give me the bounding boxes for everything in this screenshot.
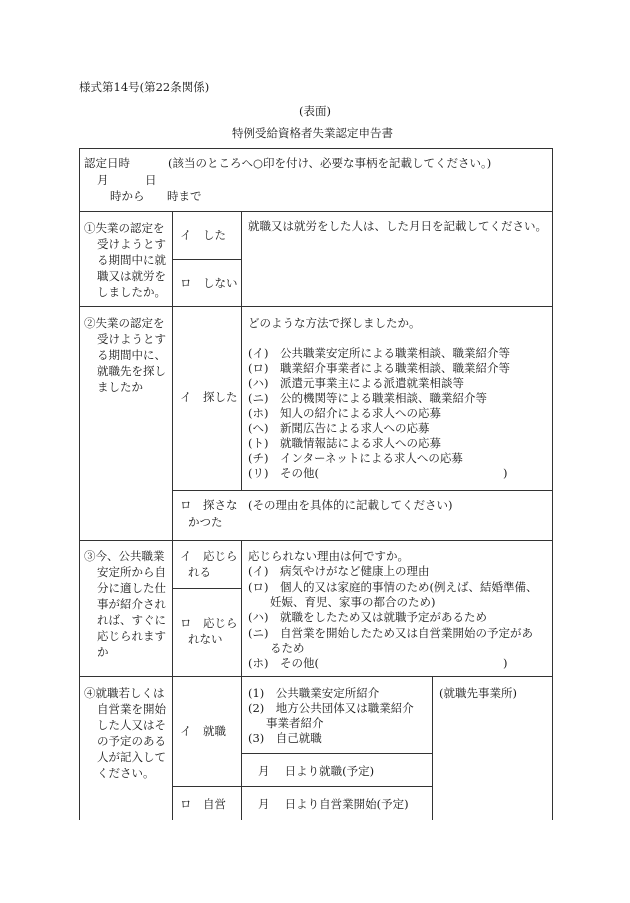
grid-line bbox=[172, 786, 432, 787]
date-label: 認定日時 bbox=[84, 156, 130, 170]
grid-line bbox=[552, 148, 553, 820]
grid-line bbox=[79, 306, 552, 307]
form-title: 特例受給資格者失業認定申告書 bbox=[232, 126, 393, 140]
grid-line bbox=[241, 540, 242, 820]
q2-option-no-line: かつた bbox=[188, 515, 223, 529]
q3-option-no-line: れない bbox=[188, 632, 223, 646]
q4-job-method-item[interactable]: (2) 地方公共団体又は職業紹介 bbox=[248, 701, 414, 715]
q3-option-yes-line: イ 応じら bbox=[180, 549, 238, 563]
grid-line bbox=[241, 211, 242, 490]
grid-line bbox=[79, 148, 80, 820]
grid-line bbox=[172, 211, 173, 820]
q3-question-line: れば、すぐに bbox=[97, 613, 166, 627]
grid-line bbox=[241, 753, 432, 754]
date-instruction: (該当のところへ○印を付け、必要な事柄を記載してください。) bbox=[168, 156, 492, 170]
q2-method-item[interactable]: (チ) インターネットによる求人への応募 bbox=[248, 451, 463, 465]
q2-method-item[interactable]: (リ) その他( ) bbox=[248, 466, 508, 480]
q4-question-line: した人又はそ bbox=[97, 718, 166, 732]
q3-question-line: 安定所から自 bbox=[97, 565, 166, 579]
q1-option-yes[interactable]: イ した bbox=[180, 228, 226, 242]
q2-method-item[interactable]: (ト) 就職情報誌による求人への応募 bbox=[248, 436, 441, 450]
q3-reason-item[interactable]: (ロ) 個人的又は家庭的事情のため(例えば、結婚準備、 bbox=[248, 580, 538, 594]
q2-question-line: 就職先を探し bbox=[97, 364, 166, 378]
q2-method-prompt: どのような方法で探しましたか。 bbox=[248, 316, 421, 330]
q4-job-method-item[interactable]: (1) 公共職業安定所紹介 bbox=[248, 686, 380, 700]
time-from: 時から bbox=[110, 189, 145, 203]
q2-question-line: ましたか bbox=[97, 380, 143, 394]
q4-job-method-item[interactable]: (3) 自己就職 bbox=[248, 731, 322, 745]
q1-note: 就職又は就労をした人は、した月日を記載してください。 bbox=[248, 219, 547, 233]
grid-line bbox=[79, 540, 552, 541]
q2-question-line: 受けようとす bbox=[97, 332, 166, 346]
q3-reason-item[interactable]: (イ) 病気やけがなど健康上の理由 bbox=[248, 564, 430, 578]
q1-question-line: ①失業の認定を bbox=[84, 221, 165, 235]
form-id: 様式第14号(第22条関係) bbox=[79, 80, 210, 94]
q2-method-item[interactable]: (ロ) 職業紹介事業者による職業相談、職業紹介等 bbox=[248, 361, 510, 375]
q3-question-line: か bbox=[97, 645, 109, 659]
q3-reason-item[interactable]: (ホ) その他( ) bbox=[248, 656, 508, 670]
grid-line bbox=[172, 588, 241, 589]
q3-reason-prompt: 応じられない理由は何ですか。 bbox=[248, 549, 409, 563]
grid-line bbox=[172, 490, 552, 491]
q4-question-line: ください。 bbox=[97, 766, 155, 780]
q4-self-date[interactable]: 月 日より自営業開始(予定) bbox=[258, 797, 409, 811]
q2-no-reason: (その理由を具体的に記載してください) bbox=[248, 498, 453, 512]
time-to: 時まで bbox=[167, 189, 202, 203]
grid-line bbox=[432, 676, 433, 820]
q3-option-yes-line: れる bbox=[188, 565, 211, 579]
q3-question-line: 分に適した仕 bbox=[97, 581, 166, 595]
q1-question-line: 受けようとす bbox=[97, 237, 166, 251]
grid-line bbox=[79, 211, 552, 212]
q3-question-line: ③今、公共職業 bbox=[84, 549, 165, 563]
q1-option-no[interactable]: ロ しない bbox=[180, 276, 238, 290]
q4-question-line: 人が記入して bbox=[97, 750, 166, 764]
q2-method-item[interactable]: (へ) 新聞広告による求人への応募 bbox=[248, 421, 430, 435]
date-month: 月 bbox=[97, 173, 109, 187]
q1-question-line: 職又は就労を bbox=[97, 269, 166, 283]
q4-job-method-item-continued: 事業者紹介 bbox=[266, 716, 324, 730]
q4-option-job[interactable]: イ 就職 bbox=[180, 724, 226, 738]
form-side-label: (表面) bbox=[299, 104, 331, 118]
q2-method-item[interactable]: (ハ) 派遣元事業主による派遣就業相談等 bbox=[248, 376, 464, 390]
q4-job-date[interactable]: 月 日より就職(予定) bbox=[258, 764, 375, 778]
q4-employer-label: (就職先事業所) bbox=[439, 686, 517, 700]
q3-reason-item[interactable]: (ハ) 就職をしたため又は就職予定があるため bbox=[248, 610, 487, 624]
q3-reason-item-continued: るため bbox=[270, 641, 305, 655]
q2-question-line: ②失業の認定を bbox=[84, 316, 165, 330]
q3-option-no-line: ロ 応じら bbox=[180, 616, 238, 630]
q4-question-line: の予定のある bbox=[97, 734, 166, 748]
q2-method-item[interactable]: (イ) 公共職業安定所による職業相談、職業紹介等 bbox=[248, 346, 510, 360]
q4-option-self[interactable]: ロ 自営 bbox=[180, 797, 226, 811]
q3-reason-item[interactable]: (ニ) 自営業を開始したため又は自営業開始の予定があ bbox=[248, 626, 533, 640]
q2-option-yes[interactable]: イ 探した bbox=[180, 390, 238, 404]
q4-question-line: 自営業を開始 bbox=[97, 702, 166, 716]
grid-line bbox=[79, 676, 552, 677]
q1-question-line: る期間中に就 bbox=[97, 253, 166, 267]
q3-question-line: 事が紹介され bbox=[97, 597, 166, 611]
q2-option-no-line: ロ 探さな bbox=[180, 498, 238, 512]
grid-line bbox=[172, 259, 241, 260]
q1-question-line: しましたか。 bbox=[97, 285, 166, 299]
date-day: 日 bbox=[145, 173, 157, 187]
q2-question-line: る期間中に、 bbox=[97, 348, 166, 362]
grid-line bbox=[79, 148, 552, 149]
q3-question-line: 応じられます bbox=[97, 629, 166, 643]
q4-question-line: ④就職若しくは bbox=[84, 686, 165, 700]
q2-method-item[interactable]: (ホ) 知人の紹介による求人への応募 bbox=[248, 406, 441, 420]
q2-method-item[interactable]: (ニ) 公的機関等による職業相談、職業紹介等 bbox=[248, 391, 487, 405]
q3-reason-item-continued: 妊娠、育児、家事の都合のため) bbox=[270, 595, 436, 609]
